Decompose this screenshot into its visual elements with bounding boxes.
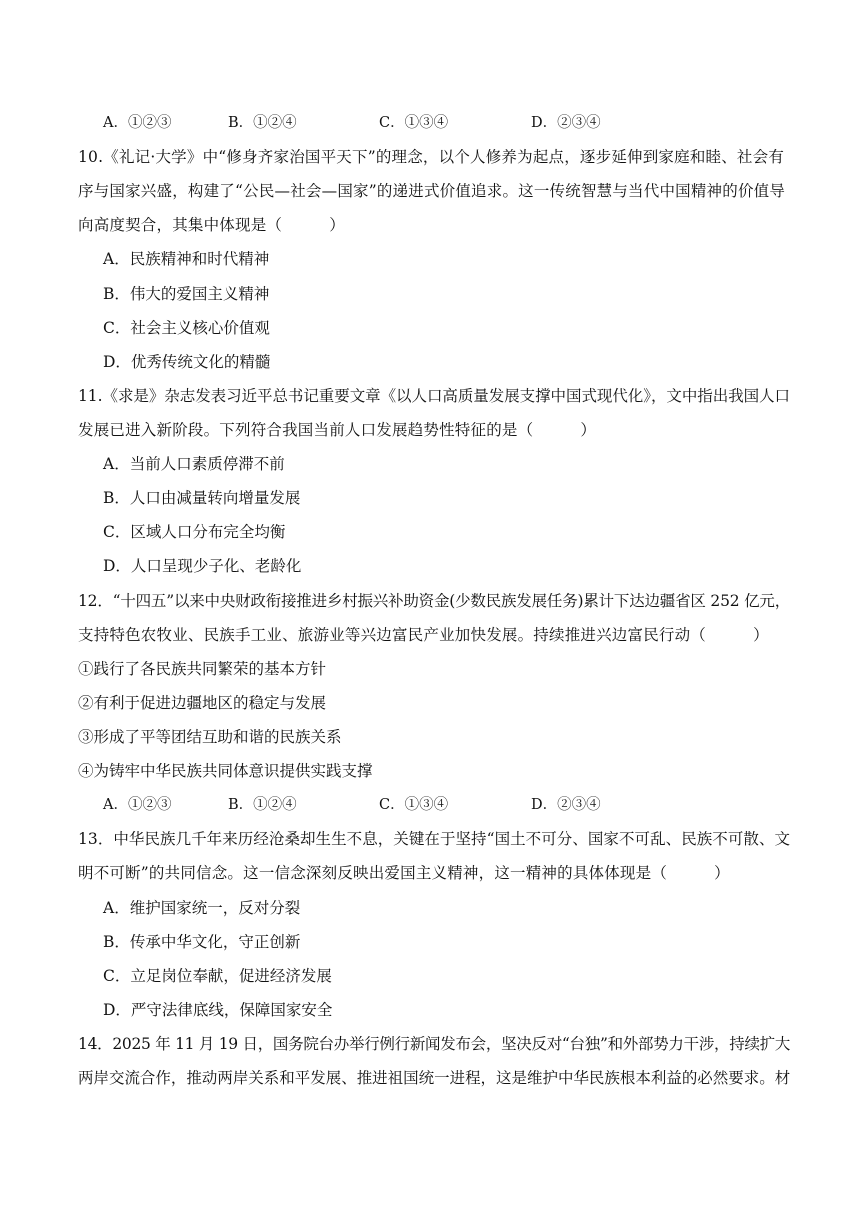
q10-option-d[interactable]: D．优秀传统文化的精髓 bbox=[103, 353, 271, 371]
q12-option-d[interactable]: D．②③④ bbox=[531, 797, 601, 813]
q11-option-a[interactable]: A．当前人口素质停滞不前 bbox=[103, 455, 285, 473]
q13-option-a[interactable]: A．维护国家统一，反对分裂 bbox=[103, 899, 301, 917]
q14-stem-line-2: 两岸交流合作，推动两岸关系和平发展、推进祖国统一进程，这是维护中华民族根本利益的必然要求。材 bbox=[78, 1069, 791, 1087]
q13-option-c[interactable]: C．立足岗位奉献，促进经济发展 bbox=[103, 967, 332, 985]
q14-stem-line-1: 14．2025 年 11 月 19 日，国务院台办举行例行新闻发布会，坚决反对“台独”和外部势力干涉，持续扩大 bbox=[78, 1035, 791, 1053]
q10-option-b[interactable]: B．伟大的爱国主义精神 bbox=[103, 285, 270, 303]
q13-option-d[interactable]: D．严守法律底线，保障国家安全 bbox=[103, 1001, 333, 1019]
q9-option-d[interactable]: D．②③④ bbox=[531, 115, 601, 131]
q12-statement-2: ②有利于促进边疆地区的稳定与发展 bbox=[78, 694, 327, 712]
q10-stem-line-3: 向高度契合，其集中体现是（ ） bbox=[78, 216, 345, 234]
q9-option-b[interactable]: B．①②④ bbox=[228, 115, 297, 131]
q11-option-c[interactable]: C．区域人口分布完全均衡 bbox=[103, 523, 286, 541]
q10-option-a[interactable]: A．民族精神和时代精神 bbox=[103, 250, 270, 268]
q12-option-a[interactable]: A．①②③ bbox=[103, 797, 172, 813]
q12-stem-line-2: 支持特色农牧业、民族手工业、旅游业等兴边富民产业加快发展。持续推进兴边富民行动（ ） bbox=[78, 626, 769, 644]
q13-stem-line-1: 13．中华民族几千年来历经沧桑却生生不息，关键在于坚持“国土不可分、国家不可乱、民族不可散、文 bbox=[78, 830, 791, 848]
q13-option-b[interactable]: B．传承中华文化，守正创新 bbox=[103, 933, 301, 951]
q9-option-c[interactable]: C．①③④ bbox=[379, 115, 449, 131]
q12-statement-1: ①践行了各民族共同繁荣的基本方针 bbox=[78, 660, 327, 678]
q10-stem-line-2: 序与国家兴盛，构建了“公民—社会—国家”的递进式价值追求。这一传统智慧与当代中国精神的价值导 bbox=[78, 182, 786, 200]
q12-option-c[interactable]: C．①③④ bbox=[379, 797, 449, 813]
q11-option-b[interactable]: B．人口由减量转向增量发展 bbox=[103, 489, 301, 507]
q11-stem-line-1: 11.《求是》杂志发表习近平总书记重要文章《以人口高质量发展支撑中国式现代化》，文中指出我国人口 bbox=[78, 387, 791, 405]
q10-stem-line-1: 10.《礼记·大学》中“修身齐家治国平天下”的理念，以个人修养为起点，逐步延伸到家庭和睦、社会有 bbox=[78, 148, 785, 166]
q11-stem-line-2: 发展已进入新阶段。下列符合我国当前人口发展趋势性特征的是（ ） bbox=[78, 421, 597, 439]
q11-option-d[interactable]: D．人口呈现少子化、老龄化 bbox=[103, 557, 302, 575]
q9-option-a[interactable]: A．①②③ bbox=[103, 115, 172, 131]
q12-stem-line-1: 12．“十四五”以来中央财政衔接推进乡村振兴补助资金(少数民族发展任务)累计下达边疆省区 252 亿元， bbox=[78, 592, 791, 610]
q12-statement-3: ③形成了平等团结互助和谐的民族关系 bbox=[78, 728, 342, 746]
q12-statement-4: ④为铸牢中华民族共同体意识提供实践支撑 bbox=[78, 762, 373, 780]
q13-stem-line-2: 明不可断”的共同信念。这一信念深刻反映出爱国主义精神，这一精神的具体体现是（ ） bbox=[78, 864, 730, 882]
q12-option-b[interactable]: B．①②④ bbox=[228, 797, 297, 813]
q10-option-c[interactable]: C．社会主义核心价值观 bbox=[103, 319, 270, 337]
